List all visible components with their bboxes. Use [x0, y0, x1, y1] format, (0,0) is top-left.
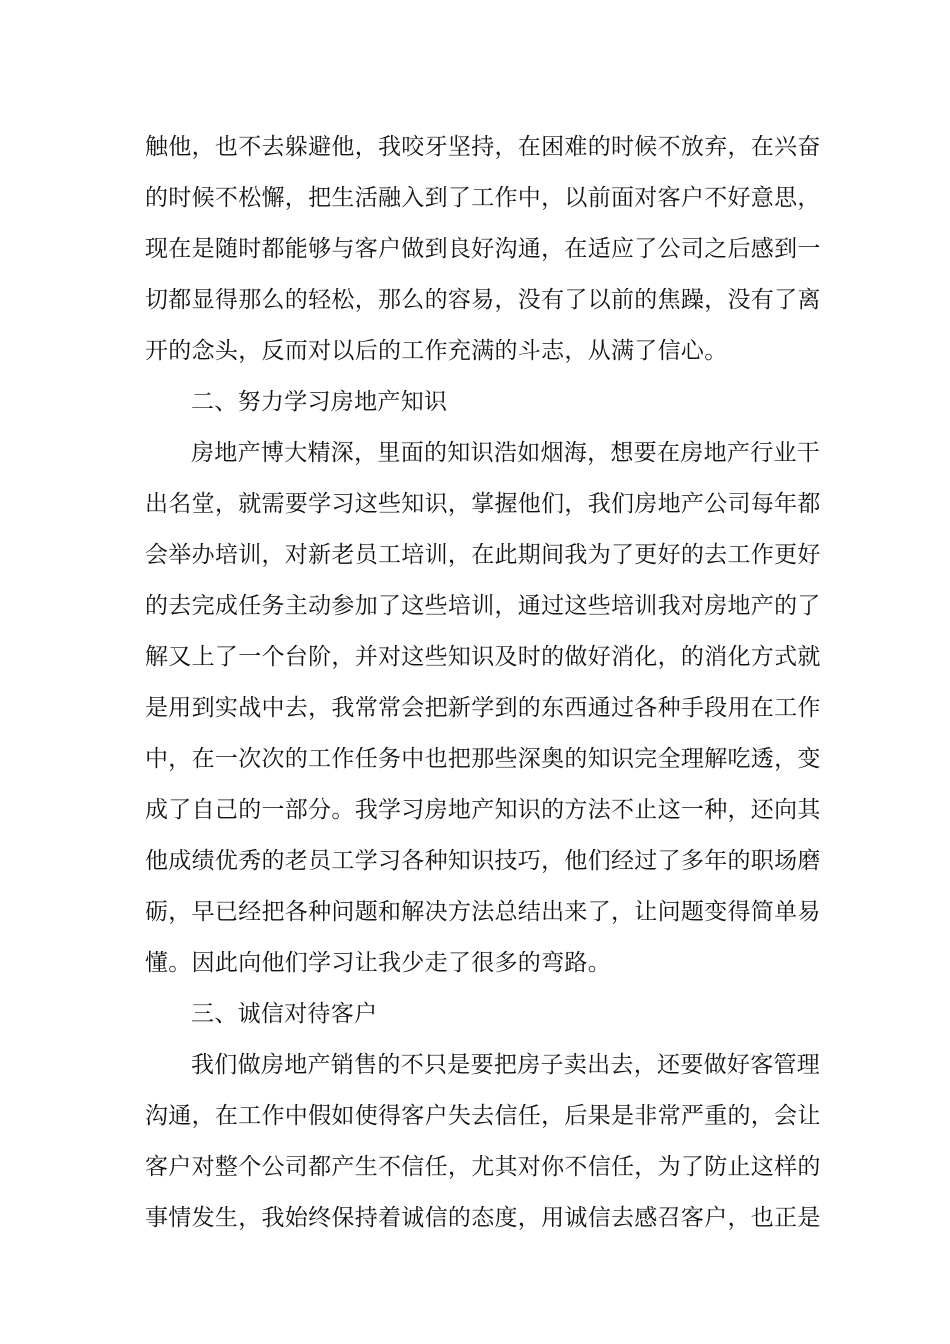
- paragraph-line: 沟通，在工作中假如使得客户失去信任，后果是非常严重的，会让: [145, 1103, 821, 1129]
- paragraph-line: 中，在一次次的工作任务中也把那些深奥的知识完全理解吃透，变: [145, 746, 821, 772]
- paragraph-line: 事情发生，我始终保持着诚信的态度，用诚信去感召客户，也正是: [145, 1205, 821, 1231]
- paragraph-line: 现在是随时都能够与客户做到良好沟通，在适应了公司之后感到一: [145, 236, 821, 262]
- paragraph-line: 我们做房地产销售的不只是要把房子卖出去，还要做好客管理: [191, 1052, 821, 1078]
- paragraph-line: 成了自己的一部分。我学习房地产知识的方法不止这一种，还向其: [145, 797, 821, 823]
- paragraph-line: 的时候不松懈，把生活融入到了工作中，以前面对客户不好意思，: [145, 185, 821, 211]
- section-heading-2: 二、努力学习房地产知识: [191, 389, 448, 415]
- paragraph-line: 客户对整个公司都产生不信任，尤其对你不信任，为了防止这样的: [145, 1154, 821, 1180]
- document-body: [145, 122, 821, 1244]
- paragraph-line: 懂。因此向他们学习让我少走了很多的弯路。: [145, 950, 611, 976]
- paragraph-line: 出名堂，就需要学习这些知识，掌握他们，我们房地产公司每年都: [145, 491, 821, 517]
- paragraph-line: 触他，也不去躲避他，我咬牙坚持，在困难的时候不放弃，在兴奋: [145, 134, 821, 160]
- section-heading-3: 三、诚信对待客户: [191, 1001, 378, 1027]
- paragraph-line: 他成绩优秀的老员工学习各种知识技巧，他们经过了多年的职场磨: [145, 848, 821, 874]
- paragraph-line: 解又上了一个台阶，并对这些知识及时的做好消化，的消化方式就: [145, 644, 821, 670]
- paragraph-line: 是用到实战中去，我常常会把新学到的东西通过各种手段用在工作: [145, 695, 821, 721]
- paragraph-line: 切都显得那么的轻松，那么的容易，没有了以前的焦躁，没有了离: [145, 287, 821, 313]
- paragraph-line: 砺，早已经把各种问题和解决方法总结出来了，让问题变得简单易: [145, 899, 821, 925]
- paragraph-line: 会举办培训，对新老员工培训，在此期间我为了更好的去工作更好: [145, 542, 821, 568]
- paragraph-line: 的去完成任务主动参加了这些培训，通过这些培训我对房地产的了: [145, 593, 821, 619]
- paragraph-line: 房地产博大精深，里面的知识浩如烟海，想要在房地产行业干: [191, 440, 821, 466]
- paragraph-line: 开的念头，反而对以后的工作充满的斗志，从满了信心。: [145, 338, 728, 364]
